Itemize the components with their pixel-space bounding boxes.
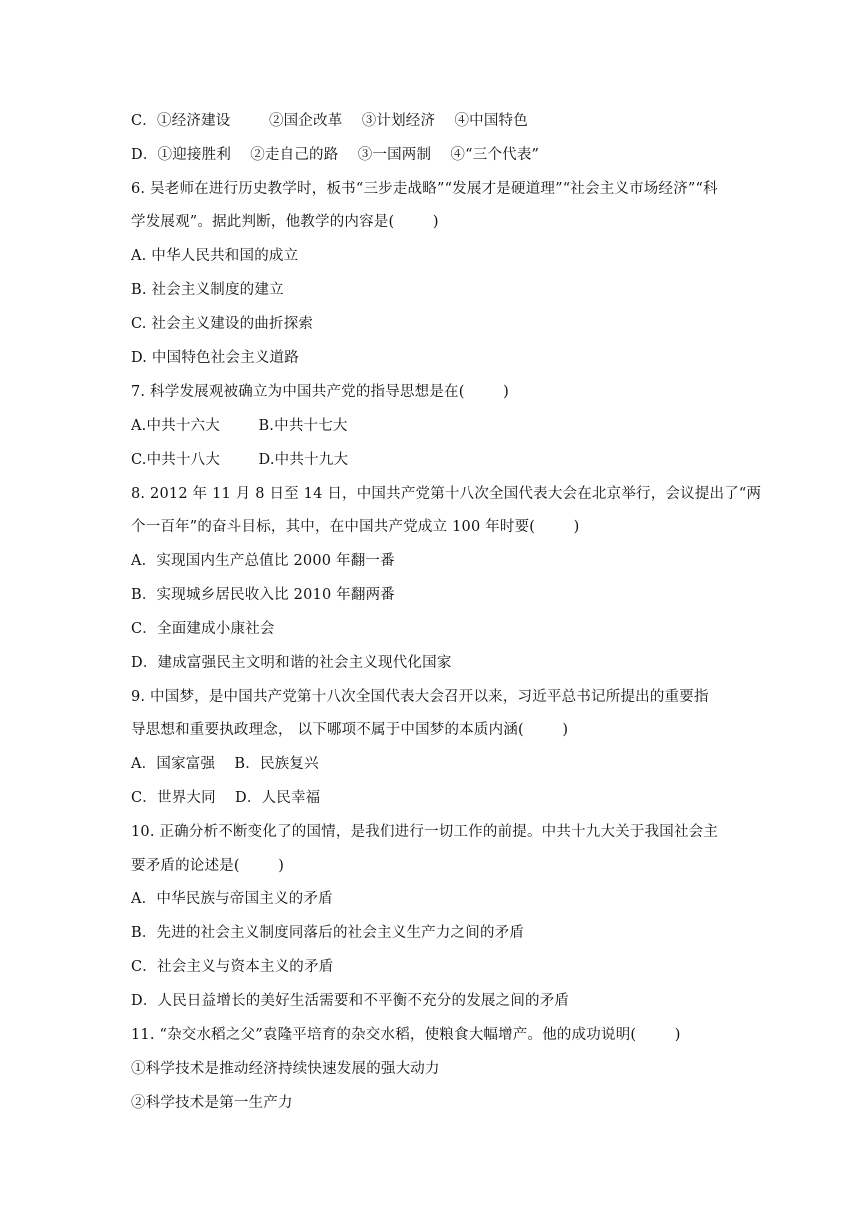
q10-option-a: A．中华民族与帝国主义的矛盾 xyxy=(131,891,333,907)
q7-options-ab: A.中共十六大 B.中共十七大 xyxy=(131,418,348,434)
q10-option-c: C．社会主义与资本主义的矛盾 xyxy=(131,959,334,975)
q11-statement-2: ②科学技术是第一生产力 xyxy=(131,1095,293,1111)
q8-option-c: C．全面建成小康社会 xyxy=(131,621,275,637)
q6-option-d: D. 中国特色社会主义道路 xyxy=(131,350,299,366)
q11-statement-1: ①科学技术是推动经济持续快速发展的强大动力 xyxy=(131,1061,440,1077)
q6-option-b: B. 社会主义制度的建立 xyxy=(131,282,284,298)
q8-option-a: A．实现国内生产总值比 2000 年翻一番 xyxy=(131,553,395,569)
question-6-line-1: 6. 吴老师在进行历史教学时，板书“三步走战略”“发展才是硬道理”“社会主义市场经济”“科 xyxy=(131,181,718,197)
q6-option-a: A. 中华人民共和国的成立 xyxy=(131,248,299,264)
option-d-numbered: D．①迎接胜利 ②走自己的路 ③一国两制 ④“三个代表” xyxy=(131,147,540,163)
question-8-line-2: 个一百年”的奋斗目标，其中，在中国共产党成立 100 年时要( ) xyxy=(131,519,580,535)
q10-option-d: D．人民日益增长的美好生活需要和不平衡不充分的发展之间的矛盾 xyxy=(131,993,570,1009)
question-7: 7. 科学发展观被确立为中国共产党的指导思想是在( ) xyxy=(131,384,509,400)
question-11: 11. “杂交水稻之父”袁隆平培育的杂交水稻，使粮食大幅增产。他的成功说明( ) xyxy=(131,1027,681,1043)
question-6-line-2: 学发展观”。据此判断，他教学的内容是( ) xyxy=(131,214,439,230)
q6-option-c: C. 社会主义建设的曲折探索 xyxy=(131,316,314,332)
q8-option-b: B．实现城乡居民收入比 2010 年翻两番 xyxy=(131,587,395,603)
question-8-line-1: 8. 2012 年 11 月 8 日至 14 日，中国共产党第十八次全国代表大会在北京举行，会议提出了“两 xyxy=(131,486,762,502)
question-9-line-2: 导思想和重要执政理念， 以下哪项不属于中国梦的本质内涵( ) xyxy=(131,722,569,738)
q9-options-cd: C．世界大同 D．人民幸福 xyxy=(131,790,321,806)
question-10-line-2: 要矛盾的论述是( ) xyxy=(131,858,285,874)
q7-options-cd: C.中共十八大 D.中共十九大 xyxy=(131,452,349,468)
q8-option-d: D．建成富强民主文明和谐的社会主义现代化国家 xyxy=(131,655,452,671)
q9-options-ab: A．国家富强 B．民族复兴 xyxy=(131,756,319,772)
question-10-line-1: 10. 正确分析不断变化了的国情，是我们进行一切工作的前提。中共十九大关于我国社会主 xyxy=(131,824,719,840)
option-c-numbered: C．①经济建设 ②国企改革 ③计划经济 ④中国特色 xyxy=(131,113,528,129)
q10-option-b: B．先进的社会主义制度同落后的社会主义生产力之间的矛盾 xyxy=(131,925,525,941)
question-9-line-1: 9. 中国梦，是中国共产党第十八次全国代表大会召开以来，习近平总书记所提出的重要指 xyxy=(131,689,709,705)
